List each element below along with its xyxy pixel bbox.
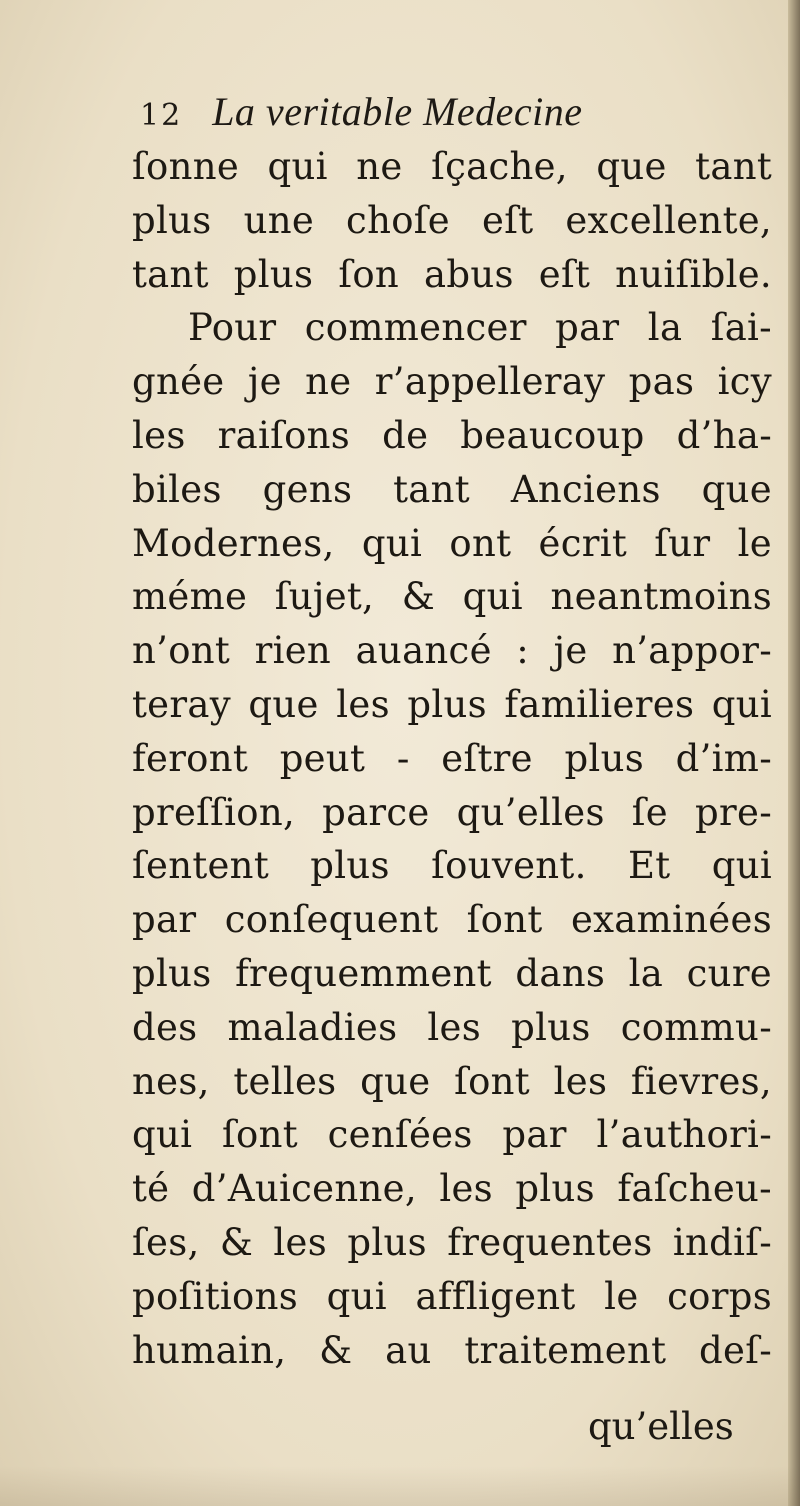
text-line: humain, & au traitement deſ- bbox=[132, 1328, 772, 1372]
text-line: méme ſujet, & qui neantmoins bbox=[132, 575, 772, 619]
running-title: La veritable Medecine bbox=[212, 89, 583, 134]
text-line: feront peut - eſtre plus d’im- bbox=[132, 736, 772, 780]
text-line: qui ſont cenſées par l’authori- bbox=[132, 1113, 772, 1157]
text-line: ſonne qui ne ſçache, que tant bbox=[132, 145, 772, 188]
text-line: plus une choſe eſt excellente, bbox=[132, 198, 772, 242]
body-text bbox=[132, 140, 772, 1377]
text-line: ſes, & les plus frequentes indiſ- bbox=[132, 1220, 772, 1264]
text-line: tant plus ſon abus eſt nuiſible. bbox=[132, 252, 772, 296]
text-line: gnée je ne r’appelleray pas icy bbox=[132, 360, 772, 404]
page-number: 12 bbox=[140, 98, 183, 133]
page-edge-shadow bbox=[788, 0, 800, 1506]
text-line: des maladies les plus commu- bbox=[132, 1005, 772, 1049]
text-line: té d’Auicenne, les plus faſcheu- bbox=[132, 1167, 772, 1211]
text-line: Pour commencer par la ſai- bbox=[188, 306, 772, 350]
page-header bbox=[140, 88, 760, 138]
page-bottom-shade bbox=[0, 1466, 800, 1506]
text-line: biles gens tant Anciens que bbox=[132, 467, 772, 511]
text-line: plus frequemment dans la cure bbox=[132, 951, 772, 995]
text-line: les raiſons de beaucoup d’ha- bbox=[132, 413, 772, 457]
text-line: n’ont rien auancé : je n’appor- bbox=[132, 629, 772, 673]
text-line: preſſion, parce qu’elles ſe pre- bbox=[132, 790, 772, 834]
text-line: poſitions qui affligent le corps bbox=[132, 1274, 772, 1318]
text-line: par conſequent ſont examinées bbox=[132, 898, 772, 942]
text-line: teray que les plus familieres qui bbox=[132, 682, 772, 726]
text-line: nes, telles que ſont les fievres, bbox=[132, 1059, 772, 1103]
text-line: Modernes, qui ont écrit ſur le bbox=[132, 521, 772, 565]
text-line: ſentent plus ſouvent. Et qui bbox=[132, 844, 772, 888]
catchword: qu’elles bbox=[588, 1405, 734, 1448]
